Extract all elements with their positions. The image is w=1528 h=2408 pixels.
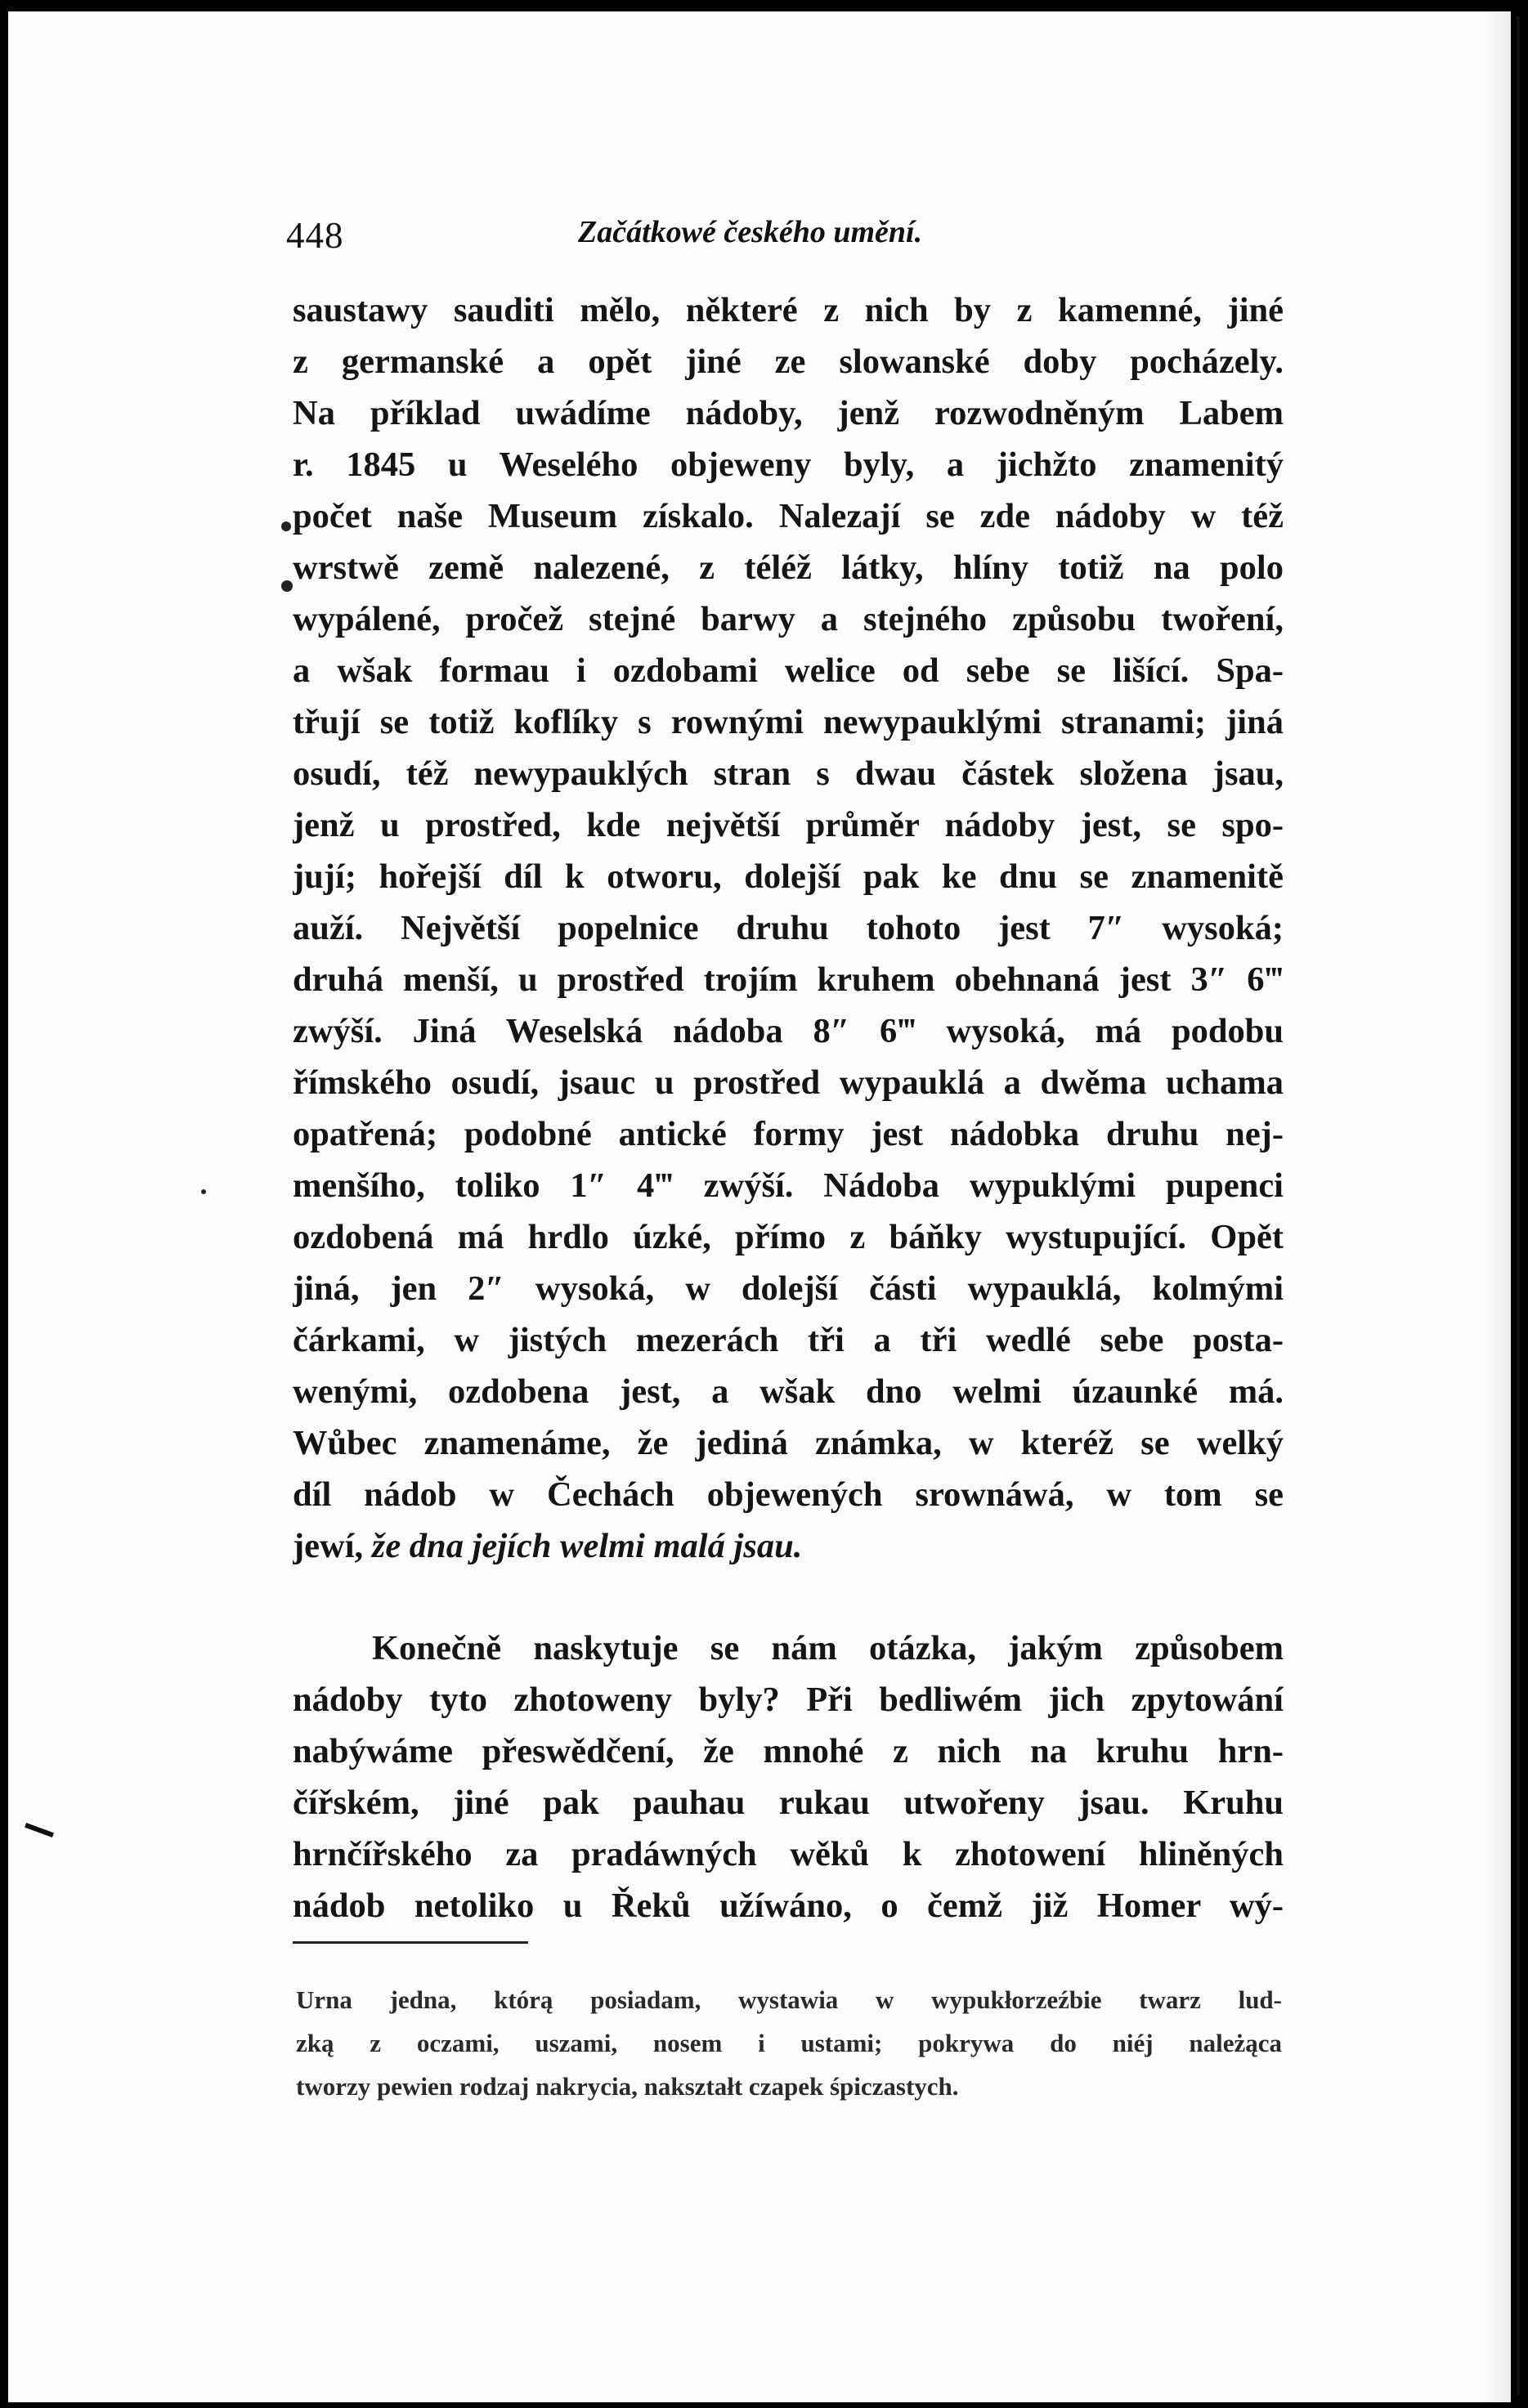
text-line: r. 1845 u Weselého objeweny byly, a jichžto znamenitý	[293, 445, 1284, 484]
text-line: wenými, ozdobena jest, a wšak dno welmi úzaunké má.	[293, 1372, 1284, 1411]
footnote-line: tworzy pewien rodzaj nakrycia, nakształt czapek śpiczastych.	[296, 2072, 959, 2101]
paragraph-last-line	[293, 1520, 1284, 1572]
text-line: Na příklad uwádíme nádoby, jenž rozwodněným Labem	[293, 394, 1284, 432]
page-edge-shadow	[1484, 11, 1511, 2402]
text-line: jenž u prostřed, kde největší průměr nádoby jest, se spo-	[293, 806, 1284, 844]
running-title: Začátkowé českého umění.	[578, 215, 923, 249]
paragraph-gap	[293, 1572, 1284, 1622]
text-line: saustawy sauditi mělo, některé z nich by z kamenné, jiné	[293, 291, 1284, 329]
text-line: druhá menší, u prostřed trojím kruhem obehnaná jest 3″ 6‴	[293, 960, 1284, 999]
text-line: nádoby tyto zhotoweny byly? Při bedliwém jich zpytowání	[293, 1681, 1284, 1719]
page-header	[286, 214, 1284, 263]
text-line: menšího, toliko 1″ 4‴ zwýší. Nádoba wypuklými pupenci	[293, 1166, 1284, 1205]
text-line: jiná, jen 2″ wysoká, w dolejší části wypauklá, kolmými	[293, 1269, 1284, 1308]
text-line: římského osudí, jsauc u prostřed wypauklá a dwěma uchama	[293, 1063, 1284, 1102]
scan-speck	[281, 521, 291, 531]
line-prefix: jewí,	[293, 1527, 364, 1565]
text-line: nádob netoliko u Řeků užíwáno, o čemž již Homer wý-	[293, 1887, 1284, 1925]
text-line: auží. Největší popelnice druhu tohoto jest 7″ wysoká;	[293, 909, 1284, 947]
text-line: a wšak formau i ozdobami welice od sebe se lišící. Spa-	[293, 651, 1284, 690]
text-line: z germanské a opět jiné ze slowanské doby pocházely.	[293, 342, 1284, 381]
text-line: wrstwě země nalezené, z téléž látky, hlíny totiž na polo	[293, 548, 1284, 587]
text-line: počet naše Museum získalo. Nalezají se zde nádoby w též	[293, 497, 1284, 535]
footnote-line: Urna jedna, którą posiadam, wystawia w wypukłorzeźbie twarz lud-	[296, 1985, 1282, 2014]
text-line: zwýší. Jiná Weselská nádoba 8″ 6‴ wysoká, má podobu	[293, 1012, 1284, 1050]
text-line: jují; hořejší díl k otworu, dolejší pak ke dnu se znamenitě	[293, 857, 1284, 896]
text-line: čárkami, w jistých mezerách tři a tři wedlé sebe posta-	[293, 1321, 1284, 1359]
text-line: osudí, též newypauklých stran s dwau částek složena jsau,	[293, 754, 1284, 793]
footnote-rule	[293, 1941, 528, 1944]
text-line: wypálené, pročež stejné barwy a stejného způsobu twoření,	[293, 600, 1284, 638]
scan-speck	[201, 1189, 206, 1194]
italic-emphasis: že dna jejích welmi malá jsau.	[371, 1527, 803, 1565]
text-line: opatřená; podobné antické formy jest nádobka druhu nej-	[293, 1115, 1284, 1153]
scan-speck	[281, 580, 293, 592]
text-line: nabýwáme přeswědčení, že mnohé z nich na kruhu hrn-	[293, 1732, 1284, 1770]
footnote-line: zką z oczami, uszami, nosem i ustami; pokrywa do niéj należąca	[296, 2029, 1282, 2057]
page-edge-mark	[1517, 16, 1520, 2395]
footnote	[296, 1978, 1282, 2108]
text-line: třují se totiž koflíky s rownými newypauklými stranami; jiná	[293, 703, 1284, 741]
body-text	[293, 284, 1284, 1931]
text-line: Konečně naskytuje se nám otázka, jakým způsobem	[372, 1629, 1284, 1667]
text-line: hrnčířského za pradáwných wěků k zhotowení hliněných	[293, 1835, 1284, 1873]
page-number: 448	[286, 215, 344, 256]
text-line: čířském, jiné pak pauhau rukau utwořeny jsau. Kruhu	[293, 1784, 1284, 1822]
text-line: díl nádob w Čechách objewených srownáwá, w tom se	[293, 1475, 1284, 1514]
text-line: ozdobená má hrdlo úzké, přímo z báňky wystupující. Opět	[293, 1218, 1284, 1256]
text-line: Wůbec znamenáme, že jediná známka, w kteréž se welký	[293, 1424, 1284, 1462]
